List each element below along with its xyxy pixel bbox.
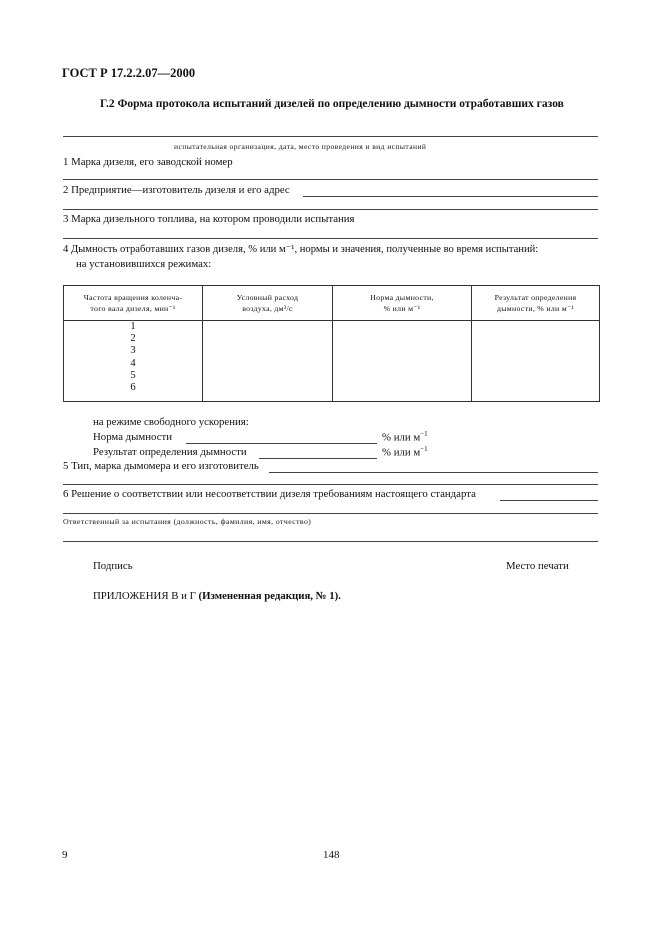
item-3-line — [63, 238, 598, 239]
col-header-rpm-line1: Частота вращения коленча- — [83, 293, 183, 302]
mode-number: 3 — [130, 345, 136, 357]
item-1-line — [63, 179, 598, 180]
item-5-fill-line — [269, 472, 598, 473]
item-6-label: 6 Решение о соответствии или несоответствии дизеля требованиям настоящего стандарта — [63, 488, 476, 500]
stamp-label: Место печати — [506, 560, 569, 572]
table-header-row — [64, 286, 600, 321]
signature-label: Подпись — [93, 560, 133, 572]
footer-left-number: 9 — [62, 849, 68, 861]
appendix-note: ПРИЛОЖЕНИЯ В и Г (Измененная редакция, № 1). — [93, 590, 341, 602]
col-header-smoke-norm-line1: Норма дымности, — [370, 293, 434, 302]
col-header-air-flow — [203, 286, 333, 321]
result-unit: % или $м^{-1}$ — [382, 445, 428, 459]
col-header-air-flow-line1: Условный расход — [236, 293, 299, 302]
item-1-label: 1 Марка дизеля, его заводской номер — [63, 156, 233, 168]
item-4-steady-label: на установившихся режимах: — [76, 258, 212, 270]
col-header-smoke-result-line1: Результат определения — [494, 293, 577, 302]
col-header-rpm — [64, 286, 203, 321]
table-row — [64, 321, 600, 402]
item-2-fill-line — [303, 196, 598, 197]
mode-number: 1 — [130, 321, 136, 332]
page-number: 148 — [323, 849, 340, 861]
responsible-caption: Ответственный за испытания (должность, фамилия, имя, отчество) — [63, 517, 312, 526]
mode-number: 4 — [130, 357, 136, 369]
air-flow-cell[interactable] — [203, 321, 333, 402]
item-6-fill-line — [500, 500, 598, 501]
col-header-rpm-line2: того вала дизеля, мин⁻¹ — [90, 304, 176, 313]
item-2-line — [63, 209, 598, 210]
smoke-result-cell[interactable] — [472, 321, 600, 402]
col-header-smoke-norm — [333, 286, 472, 321]
steady-modes-table — [63, 285, 600, 402]
norm-fill-line — [186, 443, 377, 444]
modes-cell — [64, 321, 203, 402]
org-line — [63, 136, 598, 137]
mode-number: 6 — [130, 382, 136, 394]
item-2-label: 2 Предприятие—изготовитель дизеля и его адрес — [63, 184, 290, 196]
norm-unit: % или $м^{-1}$ — [382, 430, 428, 444]
item-5-label: 5 Тип, марка дымомера и его изготовитель — [63, 460, 259, 472]
col-header-smoke-norm-line2: % или м⁻¹ — [383, 304, 421, 313]
responsible-line — [63, 541, 598, 542]
col-header-smoke-result — [472, 286, 600, 321]
document-code: ГОСТ Р 17.2.2.07—2000 — [62, 66, 196, 80]
item-4-label: 4 Дымность отработавших газов дизеля, % или м⁻¹, нормы и значения, полученные во время испытаний: — [63, 244, 539, 255]
result-label: Результат определения дымности — [93, 446, 247, 458]
col-header-smoke-result-line2: дымности, % или м⁻¹ — [496, 304, 575, 313]
org-caption: испытательная организация, дата, место проведения и вид испытаний — [174, 142, 427, 151]
item-3-label: 3 Марка дизельного топлива, на котором проводили испытания — [63, 213, 355, 225]
norm-label: Норма дымности — [93, 431, 172, 443]
item-5-line — [63, 484, 598, 485]
mode-number: 2 — [130, 333, 136, 345]
free-accel-label: на режиме свободного ускорения: — [93, 416, 249, 428]
item-6-line — [63, 513, 598, 514]
mode-number: 5 — [130, 369, 136, 381]
smoke-norm-cell[interactable] — [333, 321, 472, 402]
section-title: Г.2 Форма протокола испытаний дизелей по определению дымности отработавших газов — [100, 98, 564, 110]
result-fill-line — [259, 458, 377, 459]
col-header-air-flow-line2: воздуха, дм³/с — [242, 304, 293, 313]
